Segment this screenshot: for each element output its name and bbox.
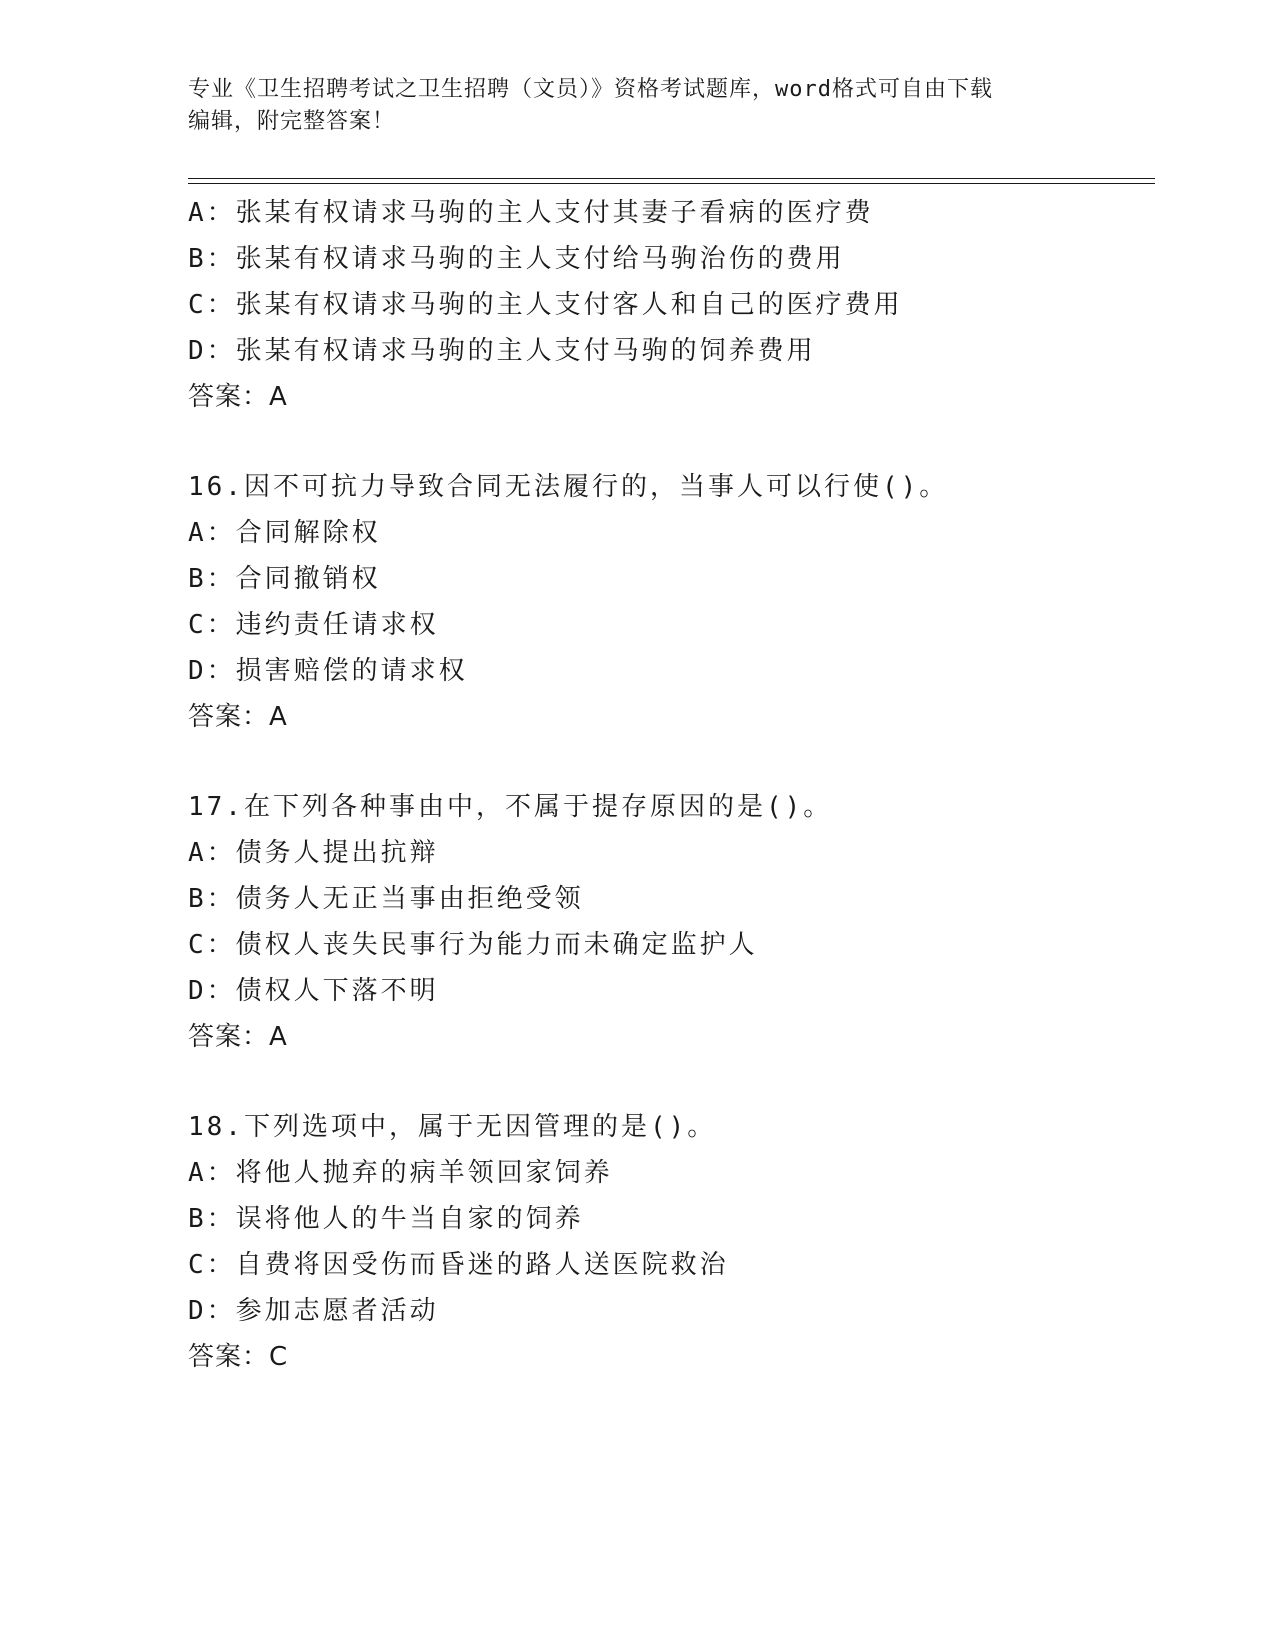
question-text: 16.因不可抗力导致合同无法履行的，当事人可以行使()。 [188,472,949,502]
header-divider-bottom [188,183,1155,184]
option-a: A：将他人抛弃的病羊领回家饲养 [188,1158,613,1188]
option-c: C：自费将因受伤而昏迷的路人送医院救治 [188,1250,729,1280]
header-line-1: 专业《卫生招聘考试之卫生招聘（文员）》资格考试题库，word格式可自由下载 [188,77,993,102]
option-b: B：张某有权请求马驹的主人支付给马驹治伤的费用 [188,244,845,274]
question-block-15 [188,190,1148,420]
option-a: A：合同解除权 [188,518,381,548]
option-a: A：张某有权请求马驹的主人支付其妻子看病的医疗费 [188,198,874,228]
header-divider-top [188,178,1155,179]
option-c: C：张某有权请求马驹的主人支付客人和自己的医疗费用 [188,290,903,320]
answer: 答案：A [188,382,288,412]
option-c: C：债权人丧失民事行为能力而未确定监护人 [188,930,758,960]
option-b: B：合同撤销权 [188,564,381,594]
question-text: 17.在下列各种事由中，不属于提存原因的是()。 [188,792,833,822]
option-b: B：误将他人的牛当自家的饲养 [188,1204,584,1234]
answer: 答案：C [188,1342,289,1372]
question-text: 18.下列选项中，属于无因管理的是()。 [188,1112,717,1142]
option-d: D：张某有权请求马驹的主人支付马驹的饲养费用 [188,336,816,366]
question-block-16 [188,464,1148,740]
option-d: D：损害赔偿的请求权 [188,656,468,686]
question-list [188,190,1148,1380]
header-line-2: 编辑，附完整答案！ [188,109,396,134]
question-block-17 [188,784,1148,1060]
document-header [188,74,1088,138]
option-d: D：参加志愿者活动 [188,1296,439,1326]
option-b: B：债务人无正当事由拒绝受领 [188,884,584,914]
answer: 答案：A [188,1022,288,1052]
option-a: A：债务人提出抗辩 [188,838,439,868]
question-block-18 [188,1104,1148,1380]
option-c: C：违约责任请求权 [188,610,439,640]
option-d: D：债权人下落不明 [188,976,439,1006]
answer: 答案：A [188,702,288,732]
